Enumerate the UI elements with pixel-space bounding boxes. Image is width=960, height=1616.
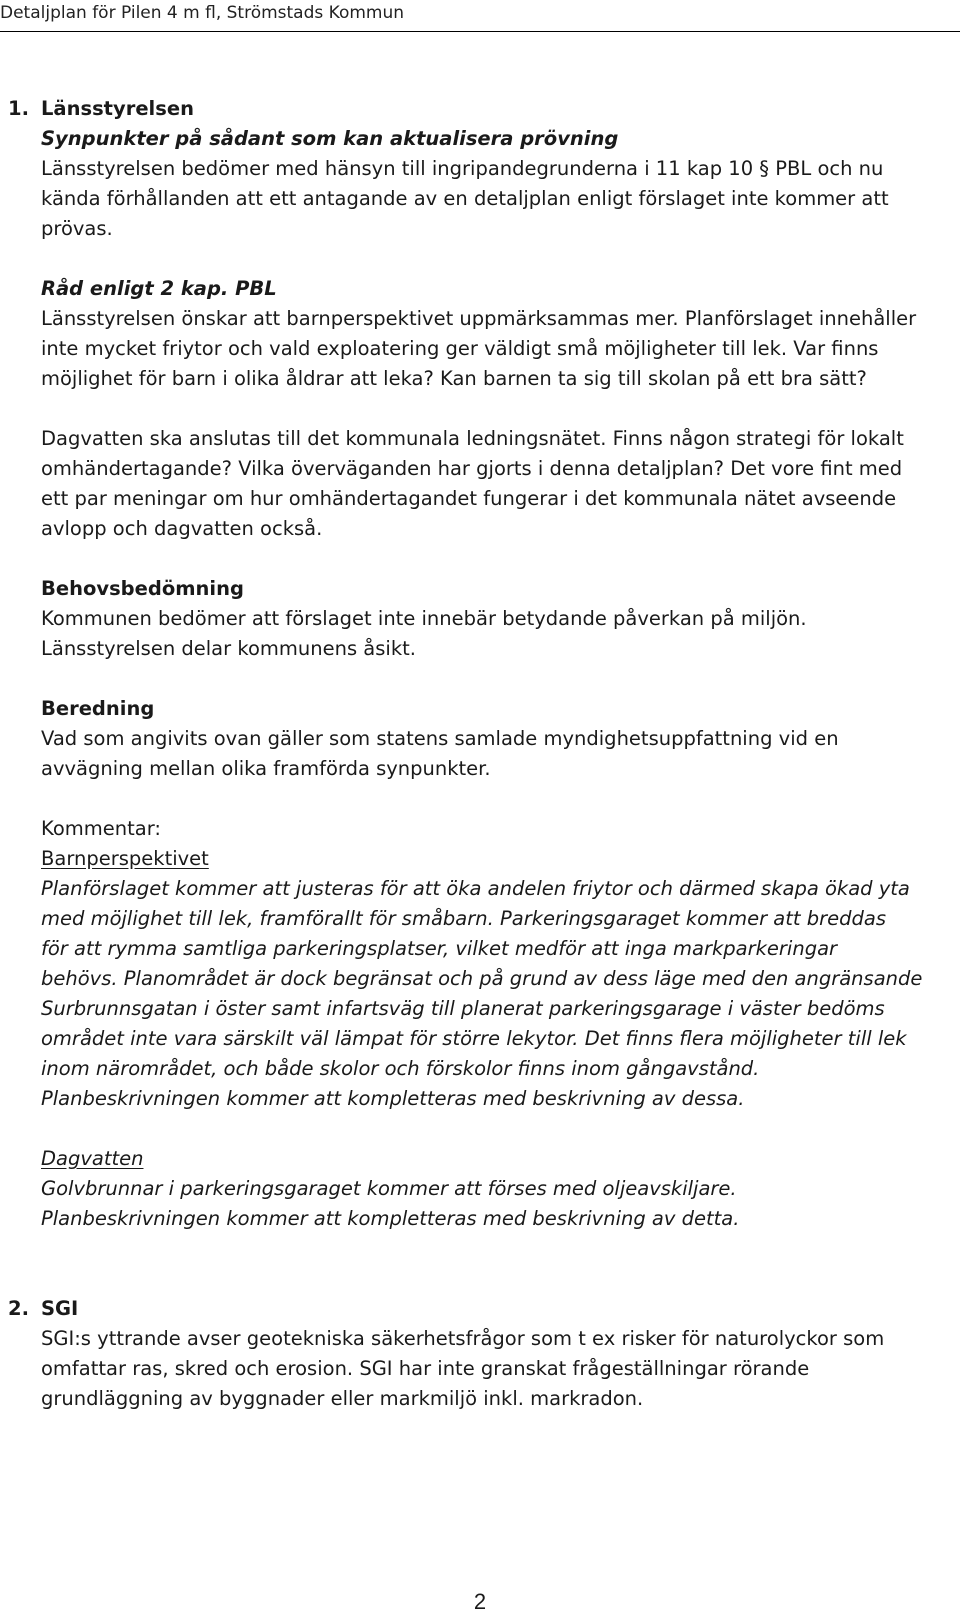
dagvatten-heading: Dagvatten [41, 1147, 144, 1170]
paragraph-line: för att rymma samtliga parkeringsplatser, vilket medför att inga markparkeringar [41, 937, 838, 960]
paragraph-line: Vad som angivits ovan gäller som statens samlade myndighetsuppfattning vid en [41, 727, 839, 750]
paragraph-line: omhändertagande? Vilka överväganden har gjorts i denna detaljplan? Det vore fint med [41, 457, 903, 480]
paragraph-line: avvägning mellan olika framförda synpunkter. [41, 757, 491, 780]
paragraph-line: Surbrunnsgatan i öster samt infartsväg till planerat parkeringsgarage i väster bedöms [41, 997, 885, 1020]
page-number: 2 [473, 1589, 487, 1614]
paragraph-line: ett par meningar om hur omhändertagandet fungerar i det kommunala nätet avseende [41, 487, 897, 510]
section-1-number: 1. [8, 97, 29, 120]
paragraph-line: prövas. [41, 217, 113, 240]
paragraph-line: med möjlighet till lek, framförallt för småbarn. Parkeringsgaraget kommer att breddas [41, 907, 886, 930]
paragraph-line: Länsstyrelsen önskar att barnperspektivet uppmärksammas mer. Planförslaget innehåller [41, 307, 917, 330]
paragraph-line: Länsstyrelsen delar kommunens åsikt. [41, 637, 416, 660]
paragraph-line: Planbeskrivningen kommer att kompletteras med beskrivning av dessa. [41, 1087, 745, 1110]
paragraph-line: Länsstyrelsen bedömer med hänsyn till ingripandegrunderna i 11 kap 10 § PBL och nu [41, 157, 884, 180]
paragraph-line: möjlighet för barn i olika åldrar att leka? Kan barnen ta sig till skolan på ett bra sätt? [41, 367, 867, 390]
kommentar-label: Kommentar: [41, 817, 161, 840]
section-1-heading: Länsstyrelsen [41, 97, 194, 120]
section-2-heading: SGI [41, 1297, 79, 1320]
paragraph-line: Planbeskrivningen kommer att kompletteras med beskrivning av detta. [41, 1207, 740, 1230]
paragraph-line: Golvbrunnar i parkeringsgaraget kommer att förses med oljeavskiljare. [41, 1177, 737, 1200]
paragraph-line: grundläggning av byggnader eller markmiljö inkl. markradon. [41, 1387, 644, 1410]
paragraph-line: SGI:s yttrande avser geotekniska säkerhetsfrågor som t ex risker för naturolyckor som [41, 1327, 885, 1350]
paragraph-line: Dagvatten ska anslutas till det kommunala ledningsnätet. Finns någon strategi för lokalt [41, 427, 904, 450]
rad-heading: Råd enligt 2 kap. PBL [41, 277, 277, 300]
section-2-number: 2. [8, 1297, 29, 1320]
barnperspektivet-heading: Barnperspektivet [41, 847, 209, 870]
paragraph-line: behövs. Planområdet är dock begränsat och på grund av dess läge med den angränsande [41, 967, 923, 990]
section-1-subheading: Synpunkter på sådant som kan aktualisera prövning [41, 127, 619, 150]
paragraph-line: kända förhållanden att ett antagande av en detaljplan enligt förslaget inte kommer att [41, 187, 889, 210]
paragraph-line: Planförslaget kommer att justeras för att öka andelen friytor och därmed skapa ökad yta [41, 877, 910, 900]
header-title: Detaljplan för Pilen 4 m fl, Strömstads Kommun [0, 3, 405, 23]
paragraph-line: området inte vara särskilt väl lämpat för större lekytor. Det finns flera möjligheter till lek [41, 1027, 907, 1050]
paragraph-line: avlopp och dagvatten också. [41, 517, 323, 540]
behovsbedomning-heading: Behovsbedömning [41, 577, 244, 600]
paragraph-line: inom närområdet, och både skolor och förskolor finns inom gångavstånd. [41, 1057, 760, 1080]
paragraph-line: omfattar ras, skred och erosion. SGI har inte granskat frågeställningar rörande [41, 1357, 810, 1380]
header-rule [0, 31, 960, 32]
beredning-heading: Beredning [41, 697, 155, 720]
paragraph-line: Kommunen bedömer att förslaget inte innebär betydande påverkan på miljön. [41, 607, 807, 630]
paragraph-line: inte mycket friytor och vald exploatering ger väldigt små möjligheter till lek. Var finns [41, 337, 879, 360]
